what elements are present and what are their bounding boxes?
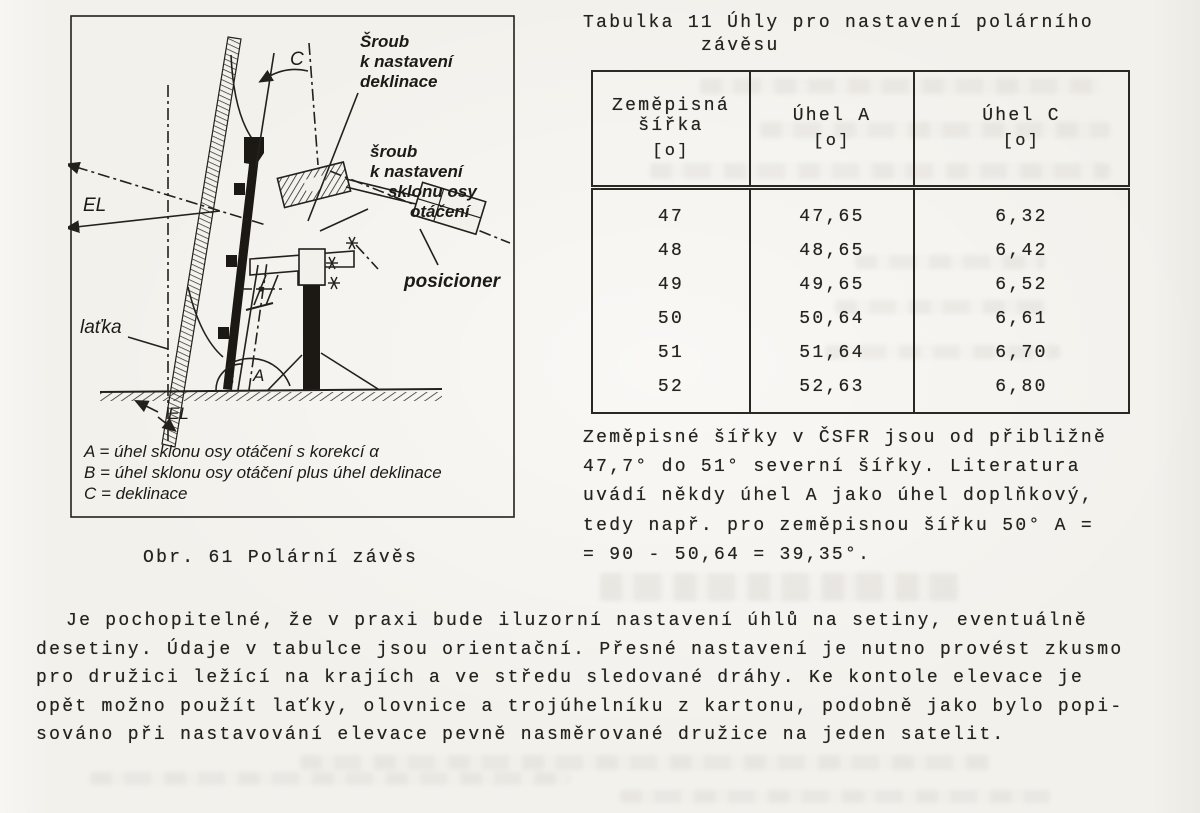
bleed-through-smudge (600, 573, 960, 601)
screw-axis-label: šroub (370, 142, 418, 161)
c-label: C (290, 49, 304, 70)
screw-axis-label: otáčení (410, 202, 470, 221)
screw-axis-label: sklonu osy (388, 182, 477, 201)
figure-legend-line-b: B = úhel sklonu osy otáčení plus úhel deklinace (84, 463, 442, 482)
note-paragraph (583, 424, 1107, 570)
ground-hatching (100, 392, 442, 401)
cell-angle-a: 51,64 (750, 336, 914, 370)
polar-mount-diagram (68, 13, 520, 523)
cell-angle-a: 47,65 (750, 188, 914, 235)
cell-latitude: 48 (592, 234, 750, 268)
mount-bar-clamp (244, 137, 264, 165)
col-header-latitude (592, 71, 750, 188)
body-line: desetiny. Údaje v tabulce jsou orientační. Přesné nastavení je nutno provést zkusmo (36, 639, 1124, 660)
header-unit: [o] (1002, 132, 1041, 151)
el-left-label: EL (83, 195, 107, 216)
lath-leader-line (128, 337, 168, 349)
c-angle-axis-line (309, 43, 318, 165)
pivot-star (346, 237, 358, 249)
upper-post (299, 249, 325, 285)
pivot-star (328, 277, 340, 289)
note-line: = 90 - 50,64 = 39,35°. (583, 544, 872, 565)
header-text: šířka (638, 116, 704, 136)
c-angle-arc (268, 69, 308, 77)
figure-legend-line-a: A = úhel sklonu osy otáčení s korekcí α (84, 442, 379, 461)
table-row (592, 302, 1129, 336)
cell-angle-c: 6,52 (914, 268, 1129, 302)
screw-declination-leader (308, 93, 358, 221)
note-line: Zeměpisné šířky v ČSFR jsou od přibližně (583, 428, 1108, 448)
bleed-through-smudge (620, 790, 1050, 803)
body-line: Je pochopitelné, že v praxi bude iluzorní nastavení úhlů na setiny, eventuálně (66, 611, 1088, 631)
el-bottom-arrow (144, 405, 158, 412)
cell-angle-c: 6,42 (914, 234, 1129, 268)
table-row (592, 268, 1129, 302)
cell-angle-c: 6,80 (914, 370, 1129, 413)
header-text: Úhel A (792, 106, 872, 126)
screw-axis-leader (320, 209, 368, 231)
body-line: sováno při nastavování elevace pevně nasměrované družice na jeden satelit. (36, 725, 1006, 746)
header-unit: [o] (813, 132, 851, 151)
cell-angle-a: 48,65 (750, 234, 914, 268)
body-line: opět možno použít laťky, olovnice a trojúhelníku z kartonu, podobně jako bylo popi- (36, 696, 1124, 717)
el-bottom-label: EL (168, 404, 189, 423)
screw-declination-label: deklinace (360, 72, 438, 91)
post-brace (321, 353, 378, 389)
declination-screw-block (277, 162, 350, 208)
header-text: Úhel C (982, 106, 1061, 126)
cell-angle-a: 49,65 (750, 268, 914, 302)
a-label: A (253, 366, 265, 385)
lath-label: laťka (80, 317, 122, 338)
table-title-line1: Tabulka 11 Úhly pro nastavení polárního (583, 13, 1094, 33)
table-row (592, 188, 1129, 235)
mount-bar-tab (218, 327, 229, 339)
cell-angle-c: 6,61 (914, 302, 1129, 336)
positioner-label: posicioner (404, 271, 501, 292)
post-brace (268, 355, 302, 390)
figure-legend-line-c: C = deklinace (84, 484, 188, 503)
mount-bar-tab (234, 183, 245, 195)
cell-latitude: 52 (592, 370, 750, 413)
screw-axis-label: k nastavení (370, 162, 463, 181)
body-paragraph (36, 607, 1123, 750)
note-line: tedy např. pro zeměpisnou šířku 50° A = (583, 515, 1094, 536)
cell-angle-a: 50,64 (750, 302, 914, 336)
table-header-row (592, 71, 1129, 188)
screw-declination-label: Šroub (360, 32, 410, 51)
cell-angle-c: 6,70 (914, 336, 1129, 370)
bleed-through-smudge (300, 755, 990, 770)
cell-latitude: 49 (592, 268, 750, 302)
table-title (583, 12, 1094, 58)
cell-latitude: 51 (592, 336, 750, 370)
col-header-angle-c (914, 71, 1129, 188)
angles-table (591, 70, 1130, 414)
col-header-angle-a (750, 71, 914, 188)
support-post (303, 285, 320, 391)
ground-line (100, 389, 442, 392)
note-line: 47,7° do 51° severní šířky. Literatura (583, 457, 1081, 478)
cell-angle-a: 52,63 (750, 370, 914, 413)
cell-latitude: 50 (592, 302, 750, 336)
header-unit: [o] (652, 142, 690, 161)
header-text: Zeměpisná (612, 96, 730, 116)
table-title-line2: závěsu (701, 36, 780, 56)
bracket-foot (246, 303, 273, 310)
bracket-leg (266, 275, 278, 305)
table-row (592, 234, 1129, 268)
figure-caption: Obr. 61 Polární závěs (143, 548, 419, 568)
cell-angle-c: 6,32 (914, 188, 1129, 235)
star-leader-line (356, 245, 378, 269)
body-line: pro družici ležící na krajích a ve středu sledované dráhy. Ke kontole elevace je (36, 668, 1085, 689)
figure-polar-mount (68, 13, 520, 523)
positioner-leader (420, 229, 438, 265)
cell-latitude: 47 (592, 188, 750, 235)
table-row (592, 370, 1129, 413)
note-line: uvádí někdy úhel A jako úhel doplňkový, (583, 486, 1094, 507)
bleed-through-smudge (90, 772, 570, 785)
mount-bar-tab (226, 255, 237, 267)
table-row (592, 336, 1129, 370)
b-label: B (223, 370, 235, 389)
screw-declination-label: k nastavení (360, 52, 453, 71)
c-angle-left-line (256, 53, 274, 167)
